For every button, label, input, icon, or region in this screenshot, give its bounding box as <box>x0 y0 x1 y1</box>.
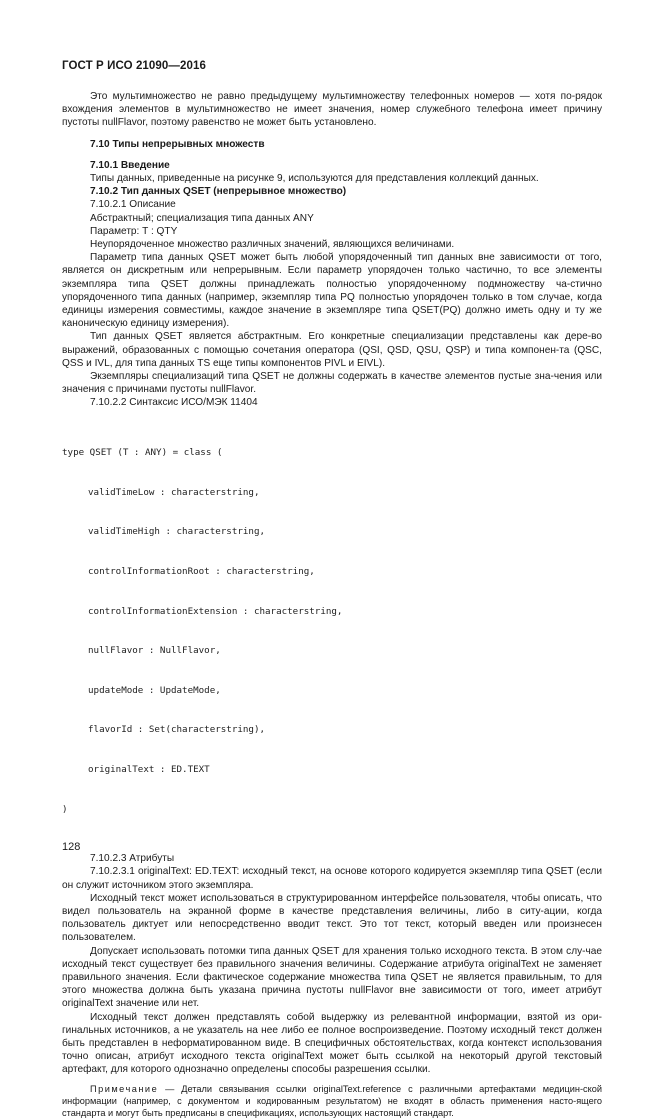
code-line: validTimeLow : characterstring, <box>88 486 260 498</box>
section-heading-7-10: 7.10 Типы непрерывных множеств <box>90 138 265 150</box>
paragraph: Исходный текст может использоваться в структурированном интерфейсе пользователя, чтобы описать, что видел пользователь на экранной форме в качестве представления величины, либо в ситу-ации, когда пользователь диктует или непосредственно вводит текст. Это тот текст, который введен или произнесен пользователем. <box>62 892 602 944</box>
page-number: 128 <box>62 841 81 853</box>
code-block <box>62 420 602 843</box>
paragraph: Параметр типа данных QSET может быть любой упорядоченный тип данных вне зависимости от того, является он дискретным или непрерывным. Если параметр упорядочен только частично, то все элементы экземпляра типа QSET должны принадлежать полностью упорядоченному подмножеству ча-стично упорядоченного типа данных (например, экземпляр типа PQ полностью упорядочен только в том случае, когда единицы измерения совместимы, каждое значение в экземпляре типа QSET(PQ) должно иметь одну и ту же каноническую единицу измерения). <box>62 252 602 330</box>
paragraph: Экземпляры специализаций типа QSET не должны содержать в качестве элементов пустые зна-чения или значения с причинами пустоты nullFlavor. <box>62 371 602 396</box>
paragraph: 7.10.2.3.1 originalText: ED.TEXT: исходный текст, на основе которого кодируется экземпляр типа QSET (если он служит источником этого экземпляра. <box>62 866 602 891</box>
note-label: Примечание <box>90 1083 159 1094</box>
code-line: flavorId : Set(characterstring), <box>88 724 266 736</box>
paragraph: Исходный текст должен представлять собой выдержку из релевантной информации, взятой из ори-гинальных источников, а не указатель на нее либо ее полное воспроизведение. Поэтому исходный текст должен быть представлен в неформатированном виде. В специфичных обстоятельствах, когда контекст использования точно описан, атрибут исходного текста originalText может быть ссылкой на некоторый другой текстовый артефакт, для которого однозначно определены способы разрешения ссылки. <box>62 1011 602 1076</box>
code-line: updateMode : UpdateMode, <box>88 684 221 696</box>
section-heading-7-10-2: 7.10.2 Тип данных QSET (непрерывное множество) <box>90 186 347 198</box>
code-line: controlInformationExtension : characterstring, <box>88 605 343 617</box>
paragraph: Допускает использовать потомки типа данных QSET для хранения только исходного текста. В этом слу-чае исходный текст существует без правильного значения величины. Содержание атрибута originalText не заменяет правильного значения. Если фактическое содержание множества типа QSET не является правильным, то для этого множества должна быть указана причина пустоты nullFlavor вне зависимости от того, имеет атрибут originalText значение или нет. <box>62 945 602 1010</box>
section-heading-7-10-1: 7.10.1 Введение <box>90 159 170 171</box>
page-content <box>62 90 602 1119</box>
code-line: type QSET (T : ANY) = class ( <box>62 447 223 459</box>
paragraph: Тип данных QSET является абстрактным. Его конкретные специализации представлены как дере-во выражений, образованных с помощью сочетания оператора (QSI, QSD, QSU, QSP) и типа компонен-та (QSC, QSS и IVL, для типа данных TS еще типы компонентов PIVL и EIVL). <box>62 331 602 369</box>
paragraph: Типы данных, приведенные на рисунке 9, используются для представления коллекций данных. <box>90 173 539 185</box>
paragraph: Неупорядоченное множество различных значений, являющихся величинами. <box>90 239 455 251</box>
section-heading-7-10-2-1: 7.10.2.1 Описание <box>90 199 176 211</box>
code-line: controlInformationRoot : characterstring, <box>88 565 315 577</box>
code-line: ) <box>62 803 68 815</box>
paragraph: Это мультимножество не равно предыдущему мультимножеству телефонных номеров — хотя по-рядок вхождения элементов в мультимножество не имеет значения, номер служебного телефона имеет причину пустоты nullFlavor, поэтому равенство не может быть установлено. <box>62 91 602 129</box>
section-heading-7-10-2-3: 7.10.2.3 Атрибуты <box>90 853 175 865</box>
code-line: nullFlavor : NullFlavor, <box>88 645 221 657</box>
standard-header: ГОСТ Р ИСО 21090—2016 <box>62 60 207 72</box>
paragraph: Абстрактный; специализация типа данных ANY <box>90 212 314 224</box>
note-text: — Детали связывания ссылки originalText.reference с различными артефактами медицин-ской информации (например, с документом и кодированным результатом) не входят в область применения насто-ящего стандарта и могут быть предписаны в спецификациях, использующих настоящий стандарт. <box>62 1083 602 1119</box>
code-line: validTimeHigh : characterstring, <box>88 526 266 538</box>
code-line: originalText : ED.TEXT <box>88 763 210 775</box>
paragraph: Параметр: T : QTY <box>90 225 178 237</box>
note <box>62 1083 602 1119</box>
section-heading-7-10-2-2: 7.10.2.2 Синтаксис ИСО/МЭК 11404 <box>90 397 258 409</box>
